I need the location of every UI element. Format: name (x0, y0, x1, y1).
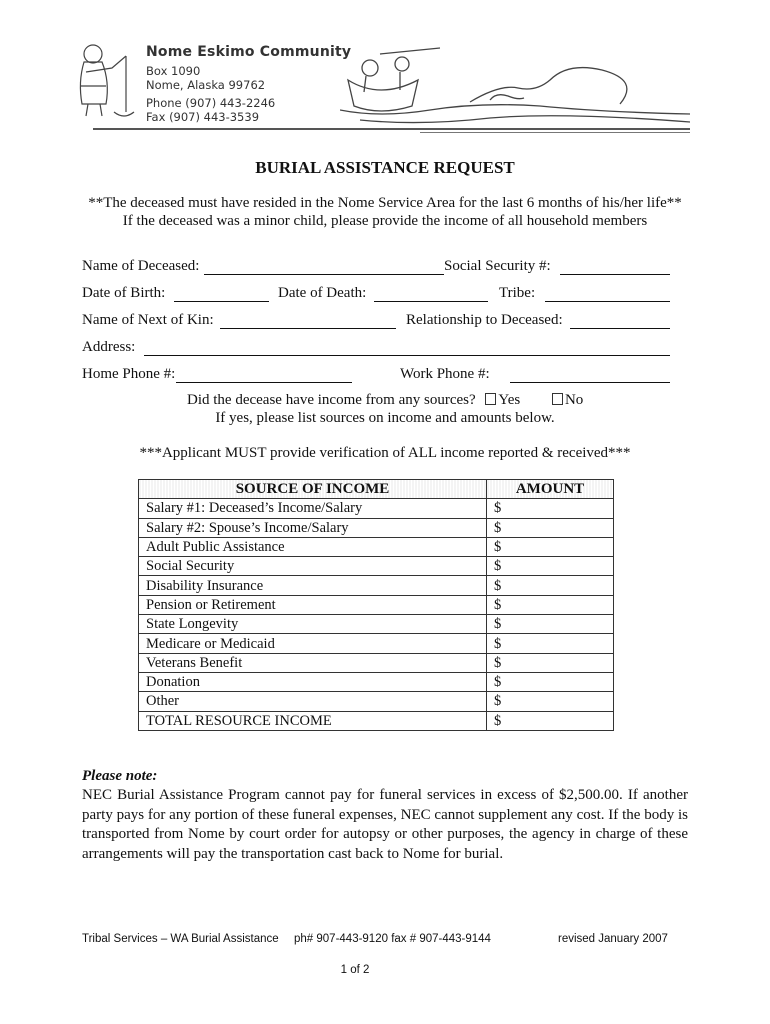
tribe-label: Tribe: (499, 285, 536, 301)
org-box: Box 1090 (146, 64, 201, 78)
income-amount-cell[interactable]: $ (487, 615, 614, 634)
yes-checkbox[interactable] (485, 393, 496, 405)
note-body: NEC Burial Assistance Program cannot pay for funeral services in excess of $2,500.00. If another party pays for any portion of these funeral expenses, NEC cannot supplement any cost. If the body is transported from Nome by court order for autopsy or other purposes, the agency in charge of these arrangements will pay the transportation cast back to Nome for burial. (82, 787, 688, 862)
table-row (139, 653, 614, 672)
footer-revision: revised January 2007 (558, 933, 668, 945)
work-phone-field[interactable] (510, 382, 670, 383)
work-phone-label: Work Phone #: (400, 366, 490, 382)
org-phone: Phone (907) 443-2246 (146, 96, 276, 110)
table-header-row (139, 480, 614, 499)
table-row (139, 518, 614, 537)
income-source-cell: Adult Public Assistance (139, 537, 487, 556)
income-amount-cell[interactable]: $ (487, 518, 614, 537)
tribe-field[interactable] (545, 301, 670, 302)
residency-notice: **The deceased must have resided in the Nome Service Area for the last 6 months of his/her life** (88, 195, 682, 211)
date-of-birth-field[interactable] (174, 301, 269, 302)
income-question: Did the decease have income from any sources? (187, 392, 476, 408)
no-label: No (564, 392, 584, 408)
table-row (139, 672, 614, 691)
org-city: Nome, Alaska 99762 (146, 78, 266, 92)
income-amount-cell[interactable]: $ (487, 634, 614, 653)
income-source-cell: Other (139, 692, 487, 711)
page-title: BURIAL ASSISTANCE REQUEST (255, 158, 515, 177)
minor-child-notice: If the deceased was a minor child, please provide the income of all household members (122, 213, 648, 229)
table-row (139, 499, 614, 518)
date-of-death-label: Date of Death: (278, 285, 367, 301)
income-source-cell: Disability Insurance (139, 576, 487, 595)
relationship-label: Relationship to Deceased: (406, 312, 563, 328)
name-of-deceased-field[interactable] (204, 274, 444, 275)
table-row (139, 595, 614, 614)
income-source-cell: Salary #2: Spouse’s Income/Salary (139, 518, 487, 537)
income-source-cell: Veterans Benefit (139, 653, 487, 672)
fisherman-logo-icon (68, 42, 140, 124)
home-phone-field[interactable] (176, 382, 352, 383)
footer-department: Tribal Services – WA Burial Assistance (82, 933, 279, 945)
home-phone-label: Home Phone #: (82, 366, 176, 382)
name-of-deceased-label: Name of Deceased: (82, 258, 200, 274)
date-of-death-field[interactable] (374, 301, 488, 302)
income-amount-cell[interactable]: $ (487, 672, 614, 691)
next-of-kin-label: Name of Next of Kin: (82, 312, 214, 328)
footer-contact: ph# 907-443-9120 fax # 907-443-9144 (294, 933, 491, 945)
date-of-birth-label: Date of Birth: (82, 285, 166, 301)
income-source-cell: Salary #1: Deceased’s Income/Salary (139, 499, 487, 518)
boat-whale-logo-icon (340, 40, 692, 130)
organization-name: Nome Eskimo Community (146, 44, 352, 60)
income-amount-cell[interactable]: $ (487, 595, 614, 614)
table-row (139, 615, 614, 634)
income-source-cell: Medicare or Medicaid (139, 634, 487, 653)
income-question-row (187, 392, 583, 409)
income-amount-cell[interactable]: $ (487, 537, 614, 556)
next-of-kin-field[interactable] (220, 328, 396, 329)
income-source-cell: TOTAL RESOURCE INCOME (139, 711, 487, 730)
table-row (139, 557, 614, 576)
yes-label: Yes (498, 392, 521, 408)
header-rule (93, 128, 690, 130)
address-field[interactable] (144, 355, 670, 356)
no-checkbox[interactable] (552, 393, 563, 405)
address-label: Address: (82, 339, 136, 355)
amount-column-header: AMOUNT (487, 480, 614, 499)
social-security-field[interactable] (560, 274, 670, 275)
note-title: Please note: (82, 768, 158, 784)
table-row (139, 537, 614, 556)
verification-notice: ***Applicant MUST provide verification of ALL income reported & received*** (139, 445, 631, 461)
income-followup: If yes, please list sources on income and amounts below. (215, 410, 555, 426)
source-column-header: SOURCE OF INCOME (139, 480, 487, 499)
social-security-label: Social Security #: (444, 258, 551, 274)
header-rule-secondary (420, 132, 690, 133)
income-source-cell: State Longevity (139, 615, 487, 634)
income-amount-cell[interactable]: $ (487, 692, 614, 711)
table-row (139, 692, 614, 711)
table-row (139, 634, 614, 653)
income-amount-cell[interactable]: $ (487, 499, 614, 518)
page-number: 1 of 2 (340, 964, 370, 976)
income-source-cell: Donation (139, 672, 487, 691)
table-row (139, 576, 614, 595)
income-amount-cell[interactable]: $ (487, 557, 614, 576)
income-amount-cell[interactable]: $ (487, 576, 614, 595)
relationship-field[interactable] (570, 328, 670, 329)
income-table (138, 479, 614, 731)
table-row (139, 711, 614, 730)
income-amount-cell[interactable]: $ (487, 653, 614, 672)
income-amount-cell[interactable]: $ (487, 711, 614, 730)
income-source-cell: Social Security (139, 557, 487, 576)
income-source-cell: Pension or Retirement (139, 595, 487, 614)
org-fax: Fax (907) 443-3539 (146, 110, 260, 124)
